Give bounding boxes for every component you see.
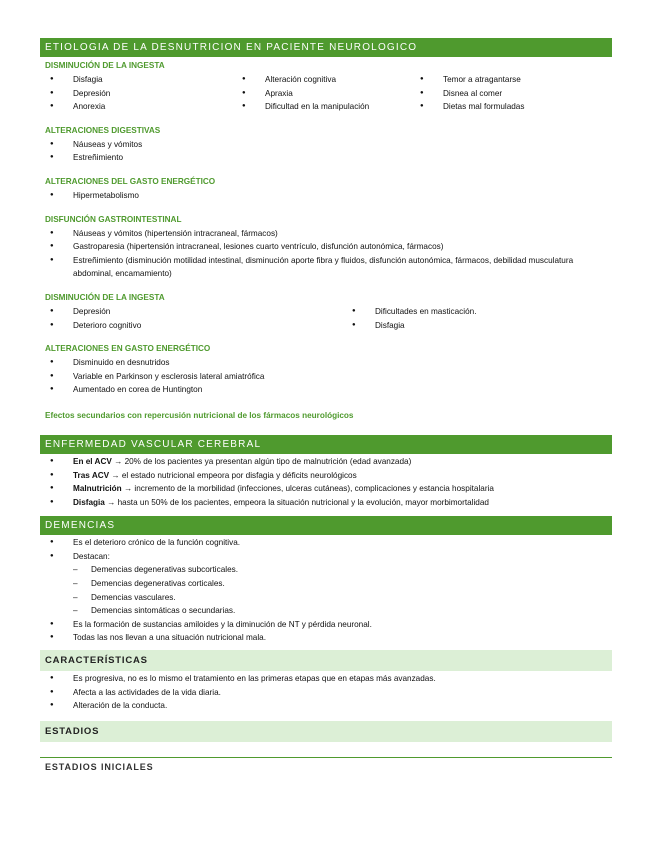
heading-disminucion-ingesta: DISMINUCIÓN DE LA INGESTA: [45, 61, 165, 70]
document-page: [40, 38, 612, 772]
list-item: ● Disfagia: [347, 319, 602, 333]
heading-gasto-energetico: ALTERACIONES DEL GASTO ENERGÉTICO: [45, 176, 216, 186]
list-item: ● Alteración cognitiva: [237, 73, 410, 87]
list-item: ● Apraxia: [237, 87, 410, 101]
list-item: ● Todas las nos llevan a una situación nutricional mala.: [45, 631, 612, 645]
list-subitem: – Demencias sintomáticas o secundarias.: [45, 604, 612, 618]
list-item: ● Dietas mal formuladas: [415, 100, 590, 114]
list-subitem: – Demencias vasculares.: [45, 591, 612, 605]
list-subitem: – Demencias degenerativas corticales.: [45, 577, 612, 591]
list-item: ● Dificultad en la manipulación: [237, 100, 410, 114]
ingesta-columns: [40, 73, 612, 114]
list-item: ● Depresión: [45, 87, 232, 101]
list-item: ● Deterioro cognitivo: [45, 319, 342, 333]
section-bar-demencias: DEMENCIAS: [40, 516, 612, 535]
section-bar-estadios: ESTADIOS: [40, 721, 612, 742]
section-bar-caracteristicas: CARACTERÍSTICAS: [40, 650, 612, 671]
list-item: ● Variable en Parkinson y esclerosis lateral amiatrófica: [45, 370, 612, 384]
list-subitem: – Demencias degenerativas subcorticales.: [45, 563, 612, 577]
list-item: ● Destacan:: [45, 550, 612, 564]
list-item: ● Estreñimiento: [45, 151, 612, 165]
list-item: ● Malnutrición → incremento de la morbilidad (infecciones, ulceras cutáneas), complicaciones y estancia hospitalaria: [45, 482, 612, 496]
list-item: ● En el ACV → 20% de los pacientes ya presentan algún tipo de malnutrición (edad avanzada): [45, 455, 612, 469]
heading-alteraciones-digestivas: ALTERACIONES DIGESTIVAS: [45, 125, 161, 135]
heading-estadios-iniciales: ESTADIOS INICIALES: [45, 761, 154, 772]
list-item: ● Náuseas y vómitos (hipertensión intracraneal, fármacos): [45, 227, 612, 241]
list-item: ● Estreñimiento (disminución motilidad intestinal, disminución aporte fibra y fluidos, disfunción autonómica, fármacos, debilidad musculatura abdominal, encamamiento): [45, 254, 612, 281]
list-item: ● Hipermetabolismo: [45, 189, 612, 203]
list-item: ● Disfagia → hasta un 50% de los pacientes, empeora la situación nutricional y la evolución, mayor morbimortalidad: [45, 496, 612, 510]
list-item: ● Afecta a las actividades de la vida diaria.: [45, 686, 612, 700]
heading-disfuncion-gastrointestinal: DISFUNCIÓN GASTROINTESTINAL: [45, 214, 182, 224]
heading-alteraciones-gasto-energetico: ALTERACIONES EN GASTO ENERGÉTICO: [45, 344, 211, 354]
section-bar-vascular: ENFERMEDAD VASCULAR CEREBRAL: [40, 435, 612, 454]
list-item: ● Alteración de la conducta.: [45, 699, 612, 713]
list-item: ● Es el deterioro crónico de la función cognitiva.: [45, 536, 612, 550]
section-bar-etiologia: ETIOLOGIA DE LA DESNUTRICION EN PACIENTE NEUROLOGICO: [40, 38, 612, 57]
list-item: ● Depresión: [45, 305, 342, 319]
list-item: ● Anorexia: [45, 100, 232, 114]
list-item: ● Tras ACV → el estado nutricional empeora por disfagia y déficits neurológicos: [45, 469, 612, 483]
list-item: ● Disminuido en desnutridos: [45, 356, 612, 370]
list-item: ● Es la formación de sustancias amiloides y la diminución de NT y pérdida neuronal.: [45, 618, 612, 632]
list-item: ● Náuseas y vómitos: [45, 138, 612, 152]
list-item: ● Dificultades en masticación.: [347, 305, 602, 319]
list-item: ● Disfagia: [45, 73, 232, 87]
list-item: ● Aumentado en corea de Huntington: [45, 383, 612, 397]
farmacos-note: Efectos secundarios con repercusión nutricional de los fármacos neurológicos: [45, 410, 354, 420]
list-item: ● Temor a atragantarse: [415, 73, 590, 87]
list-item: ● Disnea al comer: [415, 87, 590, 101]
heading-disminucion-ingesta-2: DISMINUCIÓN DE LA INGESTA: [45, 292, 165, 302]
list-item: ● Gastroparesia (hipertensión intracraneal, lesiones cuarto ventrículo, disfunción autonómica, fármacos): [45, 240, 612, 254]
list-item: ● Es progresiva, no es lo mismo el tratamiento en las primeras etapas que en etapas más avanzadas.: [45, 672, 612, 686]
